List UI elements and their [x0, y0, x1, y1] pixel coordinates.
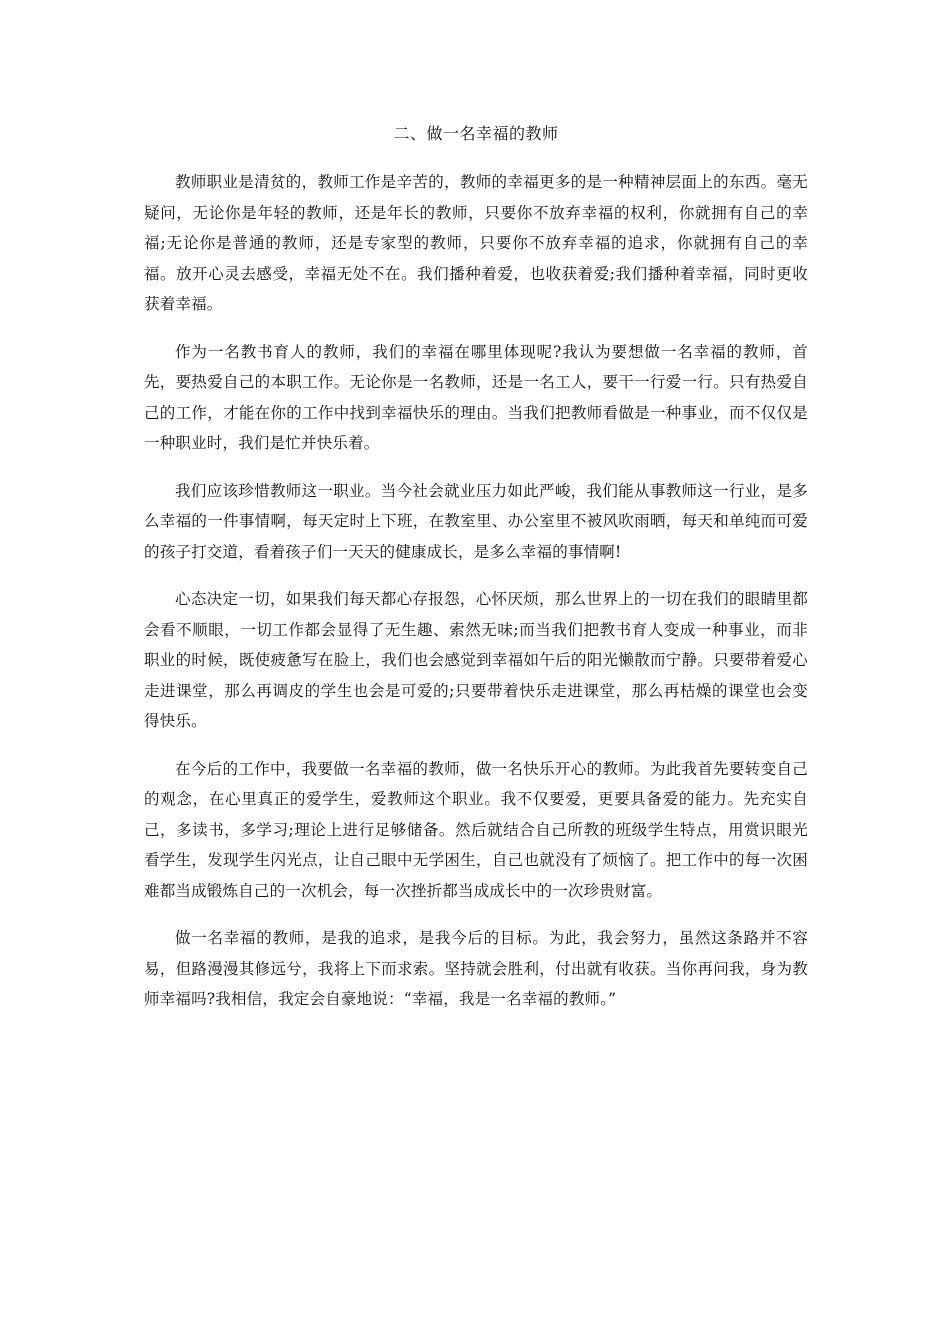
paragraph-5: 在今后的工作中，我要做一名幸福的教师，做一名快乐开心的教师。为此我首先要转变自己的观念，在心里真正的爱学生，爱教师这个职业。我不仅要爱，更要具备爱的能力。先充实自己，多读书，多学习;理论上进行足够储备。然后就结合自己所教的班级学生特点，用赏识眼光看学生，发现学生闪光点，让自己眼中无学困生，自己也就没有了烦恼了。把工作中的每一次困难都当成锻炼自己的一次机会，每一次挫折都当成成长中的一次珍贵财富。	[144, 759, 808, 900]
paragraph-6: 做一名幸福的教师，是我的追求，是我今后的目标。为此，我会努力，虽然这条路并不容易，但路漫漫其修远兮，我将上下而求索。坚持就会胜利，付出就有收获。当你再问我，身为教师幸福吗?我相信，我定会自豪地说：“幸福，我是一名幸福的教师。”	[144, 929, 808, 1008]
paragraph-4: 心态决定一切，如果我们每天都心存报怨，心怀厌烦，那么世界上的一切在我们的眼睛里都会看不顺眼，一切工作都会显得了无生趣、索然无味;而当我们把教书育人变成一种事业，而非职业的时候，既使疲惫写在脸上，我们也会感觉到幸福如午后的阳光懒散而宁静。只要带着爱心走进课堂，那么再调皮的学生也会是可爱的;只要带着快乐走进课堂，那么再枯燥的课堂也会变得快乐。	[144, 590, 808, 730]
document-body	[144, 121, 808, 1032]
document-title: 二、做一名幸福的教师	[393, 124, 559, 143]
paragraph-3: 我们应该珍惜教师这一职业。当今社会就业压力如此严峻，我们能从事教师这一行业，是多么幸福的一件事情啊，每天定时上下班，在教室里、办公室里不被风吹雨晒，每天和单纯而可爱的孩子打交道，看着孩子们一天天的健康成长，是多么幸福的事情啊!	[144, 481, 808, 561]
paragraph-2: 作为一名教书育人的教师，我们的幸福在哪里体现呢?我认为要想做一名幸福的教师，首先，要热爱自己的本职工作。无论你是一名教师，还是一名工人，要干一行爱一行。只有热爱自己的工作，才能在你的工作中找到幸福快乐的理由。当我们把教师看做是一种事业，而不仅仅是一种职业时，我们是忙并快乐着。	[144, 342, 808, 452]
paragraph-1: 教师职业是清贫的，教师工作是辛苦的，教师的幸福更多的是一种精神层面上的东西。毫无疑问，无论你是年轻的教师，还是年长的教师，只要你不放弃幸福的权利，你就拥有自己的幸福;无论你是普通的教师，还是专家型的教师，只要你不放弃幸福的追求，你就拥有自己的幸福。放开心灵去感受，幸福无处不在。我们播种着爱，也收获着爱;我们播种着幸福，同时更收获着幸福。	[144, 173, 808, 313]
